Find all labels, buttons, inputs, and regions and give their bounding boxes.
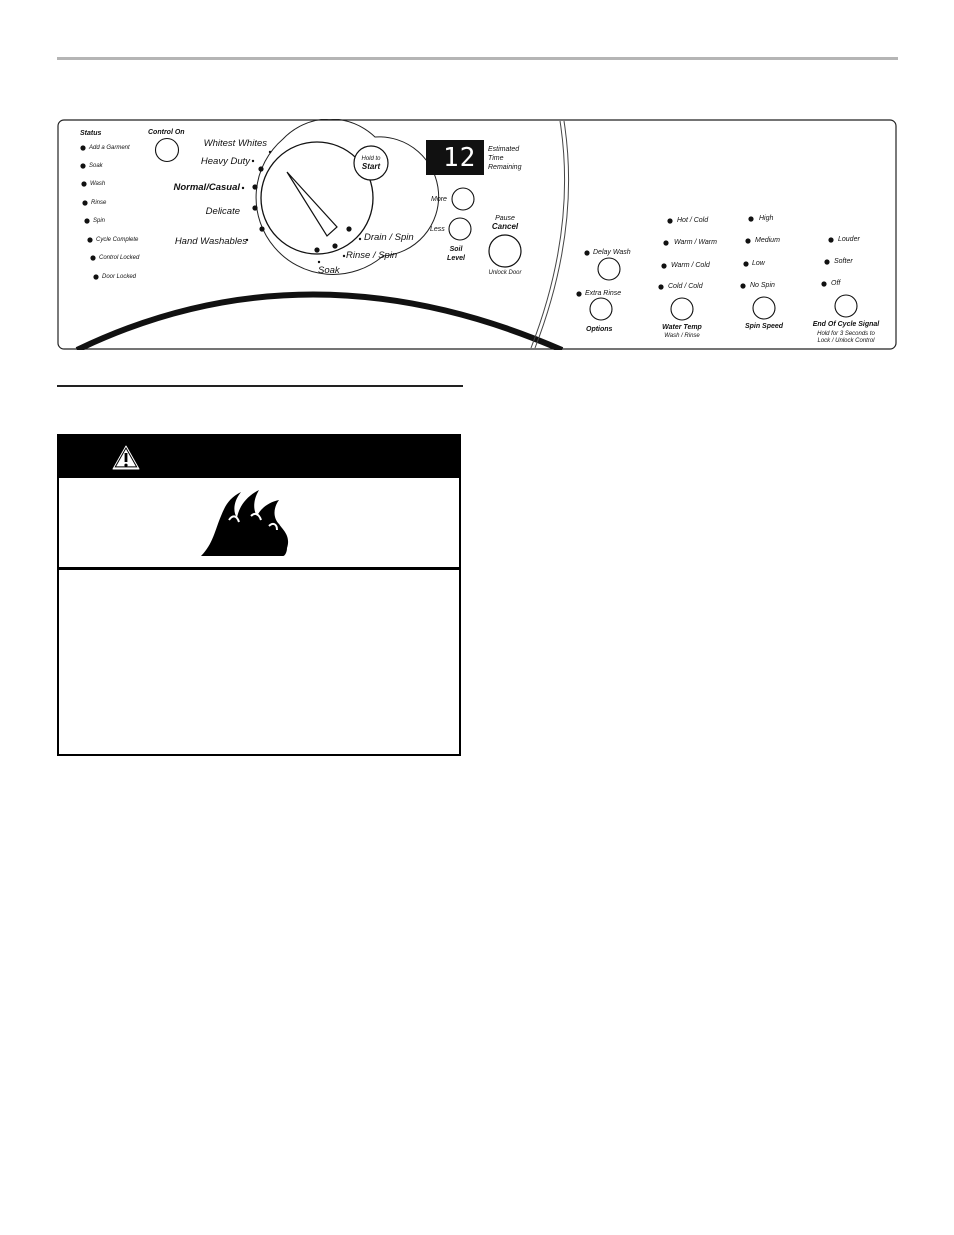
display-label-remaining: Remaining — [488, 164, 522, 171]
cycle-soak: Soak — [318, 265, 340, 276]
section-rule — [57, 385, 463, 387]
option-extra-rinse: Extra Rinse — [585, 290, 622, 297]
soil-level-title-1: Soil — [449, 246, 463, 253]
water-warm-warm: Warm / Warm — [674, 239, 717, 246]
soil-less-button[interactable] — [449, 218, 471, 240]
end-signal-button[interactable] — [835, 295, 857, 317]
soil-level-title-2: Level — [447, 255, 465, 262]
warning-triangle-icon — [112, 445, 140, 470]
water-temp-button[interactable] — [671, 298, 693, 320]
cycle-drain-spin: Drain / Spin — [364, 232, 414, 243]
cycle-heavy-duty: Heavy Duty — [200, 156, 250, 167]
status-cycle-complete: Cycle Complete — [96, 237, 139, 243]
cancel-main-label: Cancel — [491, 222, 519, 231]
display-label-estimated: Estimated — [488, 146, 520, 153]
cycle-delicate: Delicate — [205, 206, 240, 217]
time-display-value: 12 — [443, 143, 477, 173]
spin-low: Low — [752, 260, 765, 267]
water-cold-cold: Cold / Cold — [668, 283, 703, 290]
signal-note-2: Lock / Unlock Control — [817, 338, 875, 344]
control-on-label: Control On — [148, 129, 185, 136]
top-rule — [57, 57, 898, 60]
cycle-rinse-spin: Rinse / Spin — [346, 250, 398, 261]
options-title: Options — [586, 326, 613, 333]
cycle-hand-washables: Hand Washables — [174, 236, 247, 247]
status-heading: Status — [80, 130, 102, 137]
panel-graphics — [57, 119, 897, 350]
signal-note-1: Hold for 3 Seconds to — [817, 331, 875, 337]
soil-more-button[interactable] — [452, 188, 474, 210]
signal-title: End Of Cycle Signal — [812, 321, 880, 328]
status-control-locked: Control Locked — [99, 255, 140, 261]
fire-hazard-icon — [199, 486, 291, 558]
delay-wash-button[interactable] — [598, 258, 620, 280]
status-add-garment: Add a Garment — [89, 145, 130, 151]
start-button-line2: Start — [361, 162, 381, 171]
signal-softer: Softer — [834, 258, 853, 265]
status-rinse: Rinse — [91, 200, 107, 206]
start-button-line1: Hold to — [361, 156, 381, 162]
cancel-button[interactable] — [489, 235, 521, 267]
cycle-normal-casual: Normal/Casual — [173, 182, 240, 193]
warning-box — [57, 434, 461, 756]
signal-louder: Louder — [838, 236, 860, 243]
spin-high: High — [759, 215, 774, 222]
display-label-time: Time — [488, 155, 504, 162]
spin-speed-button[interactable] — [753, 297, 775, 319]
status-wash: Wash — [90, 181, 106, 187]
spin-speed-title: Spin Speed — [744, 323, 784, 330]
spin-no-spin: No Spin — [750, 282, 775, 289]
cancel-top-label: Pause — [495, 215, 515, 222]
warning-separator — [59, 567, 459, 570]
warning-header — [59, 436, 459, 478]
cycle-whitest-whites: Whitest Whites — [203, 138, 267, 149]
soil-less-label: Less — [430, 226, 445, 233]
spin-medium: Medium — [755, 237, 780, 244]
cancel-bottom-label: Unlock Door — [488, 270, 522, 276]
status-spin: Spin — [93, 218, 106, 224]
water-warm-cold: Warm / Cold — [671, 262, 710, 269]
soil-more-label: More — [431, 196, 447, 203]
status-door-locked: Door Locked — [102, 274, 137, 280]
option-delay-wash: Delay Wash — [593, 249, 631, 256]
water-temp-title: Water Temp — [662, 324, 702, 331]
water-temp-subtitle: Wash / Rinse — [664, 333, 700, 339]
status-soak: Soak — [89, 163, 103, 169]
signal-off: Off — [831, 280, 841, 287]
water-hot-cold: Hot / Cold — [677, 217, 709, 224]
control-panel — [57, 119, 897, 350]
extra-rinse-button[interactable] — [590, 298, 612, 320]
